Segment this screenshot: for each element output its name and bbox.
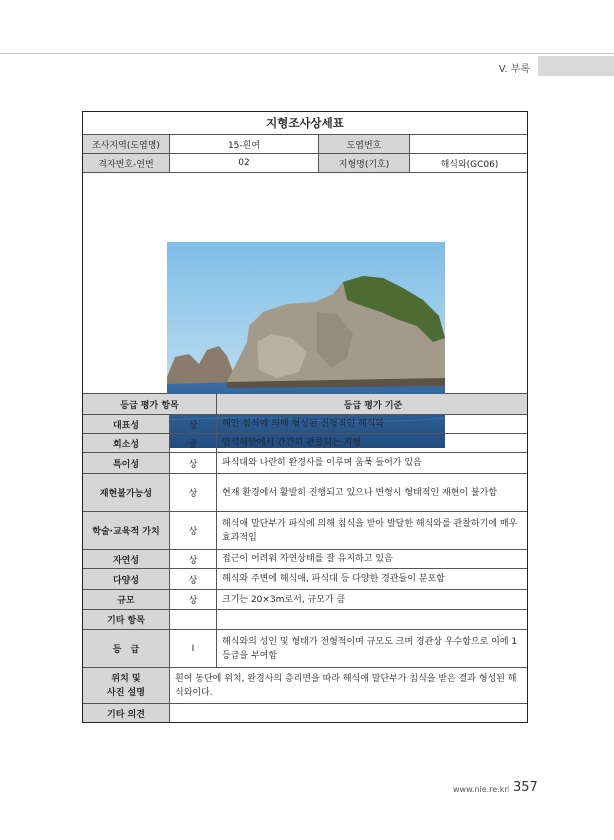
- map-number-label: 도엽번호: [319, 135, 410, 153]
- eval-criteria-header: 등급 평가 기준: [343, 400, 403, 411]
- survey-form: [82, 111, 528, 723]
- eval-desc: 크기는 20×3m로서, 규모가 큼: [222, 594, 346, 605]
- footer-url: www.nie.re.kr: [453, 785, 508, 794]
- eval-row: [83, 474, 527, 512]
- eval-grade: 상: [170, 550, 217, 568]
- location-row: [83, 668, 527, 704]
- eval-grade: 상: [170, 453, 217, 473]
- form-title: 지형조사상세표: [266, 116, 344, 130]
- survey-area-value: 15-흰여: [170, 135, 319, 153]
- eval-desc: 현재 환경에서 활발히 진행되고 있으나 변형시 형태적인 재현이 불가함: [222, 487, 498, 498]
- location-label: [83, 668, 170, 703]
- eval-row: [83, 415, 527, 434]
- eval-desc: 접근이 어려워 자연상태를 잘 유지하고 있음: [222, 554, 393, 564]
- eval-name: 다양성: [83, 569, 170, 589]
- location-text: 흰여 동단에 위치, 완경사의 층리면을 따라 해식애 말단부가 침식을 받은 결과 형성된 해식와이다.: [175, 673, 517, 698]
- grid-number-value: 02: [170, 154, 319, 172]
- info-row-1: [83, 135, 527, 154]
- map-number-value: [410, 135, 529, 153]
- page-number: 357: [513, 780, 538, 795]
- landform-name-label: 지형명(기호): [319, 154, 410, 172]
- eval-desc: 해식와 주변에 해식애, 파식대 등 다양한 경관들이 분포함: [222, 574, 445, 584]
- eval-grade: 상: [170, 569, 217, 589]
- other-item-desc: [217, 610, 529, 629]
- form-title-row: [83, 112, 527, 135]
- grade-label: 등 급: [83, 630, 170, 667]
- other-item-row: [83, 610, 527, 630]
- eval-grade: 상: [170, 590, 217, 609]
- eval-grade: 상: [170, 415, 217, 433]
- eval-grade: 상: [170, 474, 217, 511]
- section-tab: [538, 56, 614, 76]
- landform-name-value: 해식와(GC06): [440, 159, 499, 170]
- eval-desc: 해식애 말단부가 파식에 의해 침식을 받아 발달한 해식와를 관찰하기에 매우 효과적임: [222, 518, 518, 543]
- eval-name: 재현불가능성: [83, 474, 170, 511]
- eval-item-header: 등급 평가 항목: [83, 394, 217, 414]
- eval-grade: 중: [170, 434, 217, 452]
- grid-number-label: 격자번호-연번: [83, 154, 170, 172]
- eval-row: [83, 512, 527, 550]
- eval-header-row: [83, 394, 527, 415]
- eval-name: 학술·교육적 가치: [83, 512, 170, 549]
- eval-row: [83, 590, 527, 610]
- other-opinion-row: [83, 704, 527, 722]
- grade-value: I: [170, 630, 217, 667]
- survey-area-label: 조사지역(도엽명): [83, 135, 170, 153]
- eval-row: [83, 453, 527, 474]
- info-row-2: [83, 154, 527, 173]
- eval-name: 대표성: [83, 415, 170, 433]
- eval-desc: 해안 침식에 의해 형성된 전형적인 해식와: [222, 419, 385, 429]
- other-opinion-label: 기타 의견: [83, 704, 170, 722]
- grade-row: [83, 630, 527, 668]
- header-rule: [0, 53, 614, 54]
- eval-row: [83, 569, 527, 590]
- eval-name: 특이성: [83, 453, 170, 473]
- location-label-line2: 사진 설명: [107, 687, 145, 698]
- eval-desc: 파식대와 나란히 완경사를 이루며 움푹 들어가 있음: [222, 458, 422, 468]
- other-item-grade: [170, 610, 217, 629]
- eval-row: [83, 550, 527, 569]
- eval-row: [83, 434, 527, 453]
- eval-name: 규모: [83, 590, 170, 609]
- eval-name: 자연성: [83, 550, 170, 568]
- eval-grade: 상: [170, 512, 217, 549]
- footer-separator: I: [507, 785, 510, 794]
- other-item-label: 기타 항목: [83, 610, 170, 629]
- section-label: V. 부록: [498, 64, 530, 75]
- other-opinion-text: [170, 704, 529, 722]
- grade-desc: 해식와의 성인 및 형태가 전형적이며 규모도 크며 경관상 우수함으로 이에 1등급을 부여함: [222, 636, 518, 661]
- location-label-line1: 위치 및: [111, 673, 141, 684]
- eval-name: 희소성: [83, 434, 170, 452]
- photo-row: [83, 173, 527, 394]
- eval-desc: 암석해안에서 간간히 관찰되는 지형: [222, 438, 361, 448]
